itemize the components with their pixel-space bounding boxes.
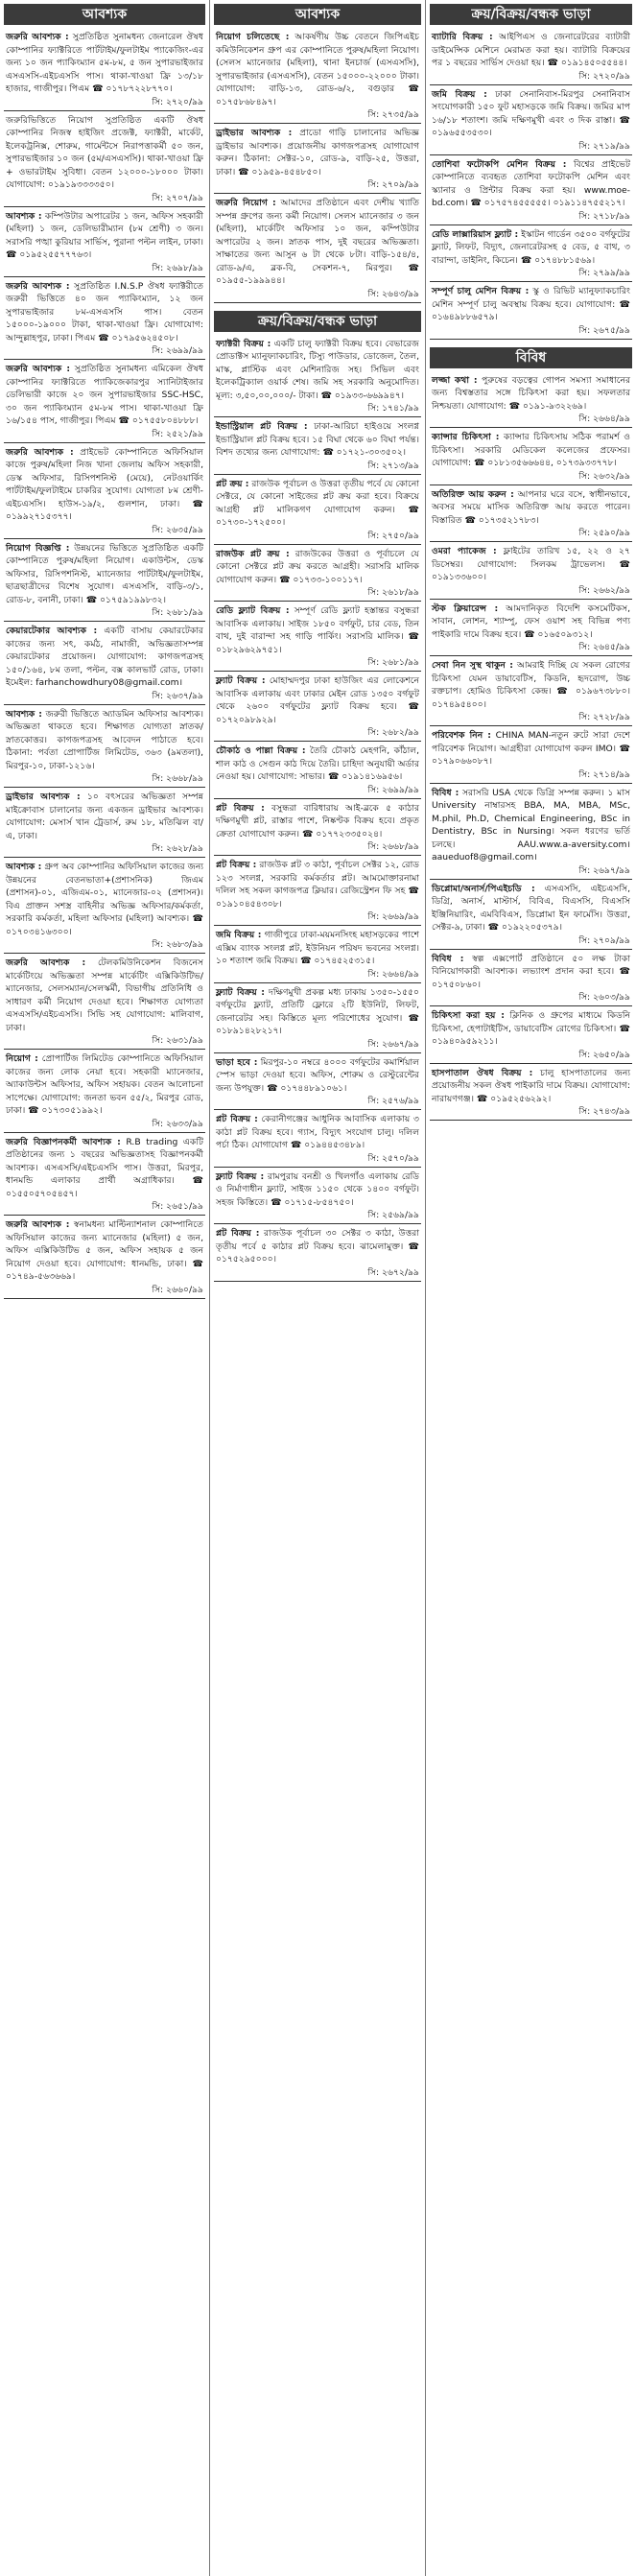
ad-divider — [4, 1049, 205, 1050]
ad-divider — [214, 925, 421, 926]
ad-divider — [4, 1298, 205, 1299]
ad-text: প্লট বিক্রয় : কেরানীগঞ্জের আধুনিক আবাসিক এলাকায় ৩ কাঠা প্লট বিক্রয় হবে। গ্যাস, বিদ্যুৎ সংযোগ চালু। দলিল পর্চা ঠিক। যোগাযোগ ☎ ০১৯৪৪৫৩৪৮৯। — [216, 1114, 419, 1150]
ad-code: সি: ২৭৪৩/৯৯ — [578, 1106, 630, 1117]
ad-text: আবশ্যক : গ্রুপ অব কোম্পানির অফিসিয়াল কাজের জন্য উন্নয়নের বেতনভাতা+(প্রশাসনিক) জিএম (প্রশাসন)-০১, এজিএম-০১, ম্যানেজার-০২ (প্রশাসন)। বিএ প্রাক্তন সশস্ত্র বাহিনীর অভিজ্ঞ অফিসার/কর্মকর্তা, সরকারি কর্মকর্তা, মহিলা অফিসার (মহিলা) আবশ্যক। ☎ ০১৭০৩৪১৬৩০০। — [6, 862, 203, 937]
ad-code: সি: ২৬৮৩/৯৯ — [152, 939, 203, 950]
ad-code: সি: ২৬৬৯/৯৯ — [367, 911, 419, 922]
ad-text: নিয়োগ বিজ্ঞপ্তি : উন্নয়নের ভিত্তিতে সুপ্রতিষ্ঠিত একটি কোম্পানিতে পুরুষ/মহিলা নিয়োগ। একাউন্টস, ডেস্ক অফিসার, রিসিপশনিস্ট, ম্যানেজার পার্টটাইম/ফুলটাইম, ছাত্রছাত্রীদের বিশেষ সুযোগ। এসএসসি, বাড়ি-৩/১, রোড-৮, বনানী, ঢাকা। ☎ ০১৭৫৯১৯৯৮৩২। — [6, 542, 203, 605]
ad-divider — [214, 671, 421, 672]
ad-text: ড্রাইভার আবশ্যক : প্রাডো গাড়ি চালানোর অভিজ্ঞ ড্রাইভার আবশ্যক। প্রয়োজনীয় কাগজপত্রসহ যোগাযোগ করুন। ঠিকানা: সেক্টর-১০, রোড-৯, বাড়ি-২৫, উত্তরা, ঢাকা। ☎ ০১৯৫৯-৪৫৪৮৫০। — [216, 128, 419, 177]
ad-divider — [4, 857, 205, 858]
classified-ad — [4, 791, 205, 858]
ad-code: সি: ২৭০৯/৯৯ — [367, 179, 419, 190]
ad-divider — [214, 601, 421, 602]
ad-text: প্লট ক্রয় : রাজউক পূর্বাচল ও উত্তরা তৃতীয় পর্বে যে কোনো সেক্টরে, যে কোনো সাইজের প্লট ক্রয় করা হবে। বিক্রয়ে আগ্রহী প্লট মালিকগণ যোগাযোগ করুন। ☎ ০১৭৩০-১৭২৫০০। — [216, 478, 419, 528]
section-header: ক্রয়/বিক্রয়/বন্ধক ভাড়া — [430, 4, 632, 25]
ad-text: ব্যাটারি বিক্রয় : আইপিএস ও জেনারেটরের ব্যাটারী ডাইমেন্সিক মেশিনে মেরামত করা হয়। ব্যাটারি বিক্রয়ের পর ১ বছরের সার্ভিস দেওয়া হয়। ☎ ০১৯১৪৫০৫৫৪৪। — [432, 32, 630, 68]
classified-ad — [214, 127, 421, 194]
ad-divider — [430, 655, 632, 656]
classified-ad — [430, 431, 632, 485]
classified-ad — [214, 674, 421, 742]
classified-ad — [430, 953, 632, 1007]
ad-divider — [430, 541, 632, 542]
ad-code: সি: ২৭০৯/৯৯ — [578, 934, 630, 946]
ad-text: আবশ্যক : জরুরী ভিত্তিতে অ্যাডমিন অফিসার আবশ্যক। অভিজ্ঞতা থাকতে হবে। শিক্ষাগত যোগ্যতা স্নাতক/স্নাতকোত্তর। কাগজপত্রসহ আবেদন পাঠাতে হবে। ঠিকানা: পর্বতা প্রোপার্টিজ লিমিটেড, ৩৬৩ (৯মতলা), মিরপুর-১০, ঢাকা-১২১৬। — [6, 708, 203, 771]
ad-divider — [4, 359, 205, 360]
ad-code: সি: ২৭১৮/৯৯ — [578, 210, 630, 222]
classified-ad — [214, 744, 421, 799]
classified-ad — [430, 31, 632, 85]
ad-code: সি: ২৬৯৭/৯৯ — [578, 864, 630, 876]
ad-code: সি: ২৬৬৮/৯৯ — [367, 841, 419, 852]
classified-ad — [4, 1136, 205, 1217]
ad-divider — [214, 474, 421, 475]
ad-divider — [214, 1052, 421, 1053]
ad-code: সি: ২৭১৯/৯৯ — [578, 140, 630, 152]
section-header: বিবিধ — [430, 347, 632, 368]
ad-code: সি: ২৬৩৫/৯৯ — [152, 524, 203, 535]
ad-divider — [430, 84, 632, 85]
ad-code: সি: ২৭১৩/৯৯ — [367, 460, 419, 471]
ad-divider — [4, 538, 205, 539]
ad-divider — [430, 1120, 632, 1121]
ad-divider — [214, 1281, 421, 1282]
ad-code: সি: ২৭১৪/৯৯ — [578, 768, 630, 780]
ad-divider — [430, 1005, 632, 1006]
column-2 — [214, 0, 421, 1285]
classified-ad — [4, 861, 205, 954]
classified-ad — [4, 210, 205, 277]
ad-text: রেডি ফ্ল্যাট বিক্রয় : সম্পূর্ণ রেডি ফ্ল্যাট হস্তান্তর বসুন্ধরা আবাসিক এলাকায়। সাইজ ১৮৫০ বর্গফুট, চার বেড, তিন বাথ, দুই বারান্দা সহ গাড়ি পার্কিং। সরাসরি মালিক। ☎ ০১৮২৯৬২৯৭৫১। — [216, 605, 419, 655]
ad-code: সি: ২৬৮২/৯৯ — [367, 727, 419, 738]
classified-ad — [4, 31, 205, 111]
classified-ad — [430, 603, 632, 657]
classified-ad — [214, 1170, 421, 1225]
ad-text: হাসপাতাল ঔষধ বিক্রয় : চালু হাসপাতালের জন্য প্রয়োজনীয় সকল ঔষধ পাইকারি দামে বিক্রয়। যোগাযোগ: নারায়ণগঞ্জ। ☎ ০১৯৫২৫৬২৯২। — [432, 1067, 630, 1104]
ad-text: ফ্যাক্টরী বিক্রয় : একটি চালু ফ্যাক্টরী বিক্রয় হবে। বেভারেজ প্রোডাক্টস ম্যানুফ্যাকচারিং, টিস্যু পাউডার, ডোজেল, তৈল, মাস্ক, প্লাস্টিক এবং মেশিনারিজ সহ। সিভিল এবং ইলেকট্রিক্যাল ওয়ার্ক শেষ। জমি সহ সরকারি অনুমোদিত। মূল্য: ৩,৫০,০০,০০০/- টাকা। ☎ ০১৯৩৩-৬৬৯৯৪৭। — [216, 338, 419, 401]
classified-ad — [214, 1056, 421, 1111]
column-3 — [430, 0, 632, 1123]
ad-text: জরুরি আবশ্যক : প্রাইভেট কোম্পানিতে অফিসিয়াল কাজে পুরুষ/মহিলা নিজ খানা জেলায় অফিস সহকারী, ডেস্ক অফিসার, রিসিপশনিস্ট (মেয়ে), নেটওয়ার্কিং পার্টটাইম/ফুলটাইমে চাকরির সুযোগ। যোগ্যতা ৮ম শ্রেণী-এইচএসসি। হাউস-১৯/২, গুলশান, ঢাকা। ☎ ০১৯৯২৭১৫৩৭৭। — [6, 446, 203, 522]
ad-text: অতিরিক্ত আয় করুন : আপনার ঘরে বসে, স্বাধীনভাবে, অবসর সময়ে মাসিক অতিরিক্ত আয় করতে পারেন। বিস্তারিত ☎ ০১৭৩৫২১৭৮৩। — [432, 488, 630, 526]
ad-divider — [214, 544, 421, 545]
ad-code: সি: ২৬৩১/৯৯ — [152, 1035, 203, 1046]
classified-ad — [4, 1218, 205, 1299]
classified-ad — [214, 604, 421, 672]
ad-text: প্লট বিক্রয় : রাজউক পূর্বাচল ৩০ সেক্টর ৩ কাঠা, উত্তরা তৃতীয় পর্বে ৫ কাঠার প্লট বিক্রয় হবে। ঝামেলামুক্ত। ☎ ০১৭৫২৯৫০০০। — [216, 1228, 419, 1264]
ad-divider — [430, 599, 632, 600]
ad-divider — [4, 787, 205, 788]
classified-ad — [4, 280, 205, 361]
ad-code: সি: ২৭৩৫/৯৯ — [367, 109, 419, 120]
ad-text: প্লট বিক্রয় : রাজউক প্লট ৩ কাঠা, পূর্বাচল সেক্টর ১২, রোড ১২৩ সংলগ্ন, সরকারি কর্মকর্তার প্লট। আমমোক্তারনামা দলিল সহ সকল কাগজপত্র ক্লিয়ার। রেজিস্ট্রেশন ফি সহ ☎ ০১৯১০৪৫৪৩০৮। — [216, 860, 419, 910]
ad-text: নিয়োগ : প্রোপার্টিজ লিমিটেড কোম্পানিতে অফিসিয়াল কাজের জন্য লোক নেয়া হবে। সহকারী ম্যানেজার, অ্যাকাউন্টস অফিসার, অফিস সহায়ক। বেতন আলোচনা সাপেক্ষে। যোগাযোগ: জনতা ভবন ৫৫/২, মিরপুর রোড, ঢাকা। ☎ ০১৭৩০৫১৯৯২। — [6, 1053, 203, 1116]
ad-code: সি: ২৭০৭/৯৯ — [152, 192, 203, 203]
ad-text: ফ্ল্যাট বিক্রয় : দক্ষিণমুখী প্রকল্প মধ্য ঢাকায় ১৩৫০-১৫৫০ বর্গফুটের ফ্ল্যাট, প্রতিটি ফ্লোরে ২টি ইউনিট, লিফট, জেনারেটর সহ। কিস্তিতে মূল্য পরিশোধের সুযোগ। ☎ ০১৮৯১৪২৮২১৭। — [216, 986, 419, 1036]
ad-code: সি: ২৬৬২/৯৯ — [578, 584, 630, 596]
classified-ad — [214, 929, 421, 983]
ad-divider — [430, 281, 632, 282]
classified-ad — [430, 787, 632, 880]
column-rule-1 — [209, 0, 210, 2576]
ad-list — [430, 374, 632, 1122]
classified-ad — [214, 859, 421, 926]
ad-text: জরুরি আবশ্যক : স্বনামধন্য মাল্টিন্যাশনাল কোম্পানিতে অফিসিয়াল কাজের জন্য ম্যানেজার (মহিলা) ৫ জন, অফিস এক্সিকিউটিভ ৫ জন, অফিস সহায়ক ৫ জন নিয়োগ দেওয়া হবে। যোগাযোগ: ধানমন্ডি, ঢাকা। ☎ ০১৭৪৯-৫৬৩৬৬৯। — [6, 1219, 203, 1282]
classified-ad — [214, 986, 421, 1053]
ad-code: সি: ২৬৯৮/৯৯ — [152, 262, 203, 273]
column-1 — [4, 0, 205, 1302]
ad-code: সি: ১৭৪১/৯৯ — [367, 403, 419, 414]
ad-text: প্লট বিক্রয় : বসুন্ধরা বারিধারায় আই-ব্লকে ৫ কাঠার দক্ষিণমুখী প্লট, রাস্তার পাশে, নিষ্কণ্টক বিক্রয় হবে। প্রকৃত ক্রেতা যোগাযোগ করুন। ☎ ০১৭৭২৩৩৫০২৪। — [216, 802, 420, 839]
ad-list — [4, 31, 205, 1299]
ad-code: সি: ২৬৮১/৯৯ — [152, 607, 203, 618]
ad-divider — [214, 855, 421, 856]
ad-divider — [214, 416, 421, 417]
classified-ad — [430, 158, 632, 225]
ad-divider — [430, 427, 632, 428]
ad-divider — [214, 302, 421, 303]
classified-ad — [4, 114, 205, 207]
ad-text: জরুরি নিয়োগ : আমাদের প্রতিষ্ঠানে এবং দেশীয় খ্যাতি সম্পন্ন গ্রুপের জন্য কর্মী নিয়োগ। সেলস ম্যানেজার ৩ জন (মহিলা), মার্কেটিং অফিসার ১০ জন, কম্পিউটার অপারেটর ২ জন। স্নাতক পাস, দুই বছরের অভিজ্ঞতা। সাক্ষাতের জন্য আসুন ৬ টা থেকে ৮টা। বাড়ি-১৫৪/৪, রোড-৯/এ, ব্লক-বি, সেকশন-৭, মিরপুর। ☎ ০১৯৫৫-১৯৯৯৪৪। — [216, 198, 419, 286]
ad-code: সি: ২৬৬৮/৯৯ — [152, 773, 203, 784]
ad-text: সেবা নিন সুস্থ থাকুন : আমরাই দিচ্ছি যে সকল রোগের চিকিৎসা যেমন ডায়াবেটিস, কিডনি, হৃদরোগ, উচ্চ রক্তচাপ। হোমিও চিকিৎসা কেন্দ্র। ☎ ০১৯৬৭৩৮৮০। ০১৭৪৯৫৪০০। — [432, 660, 630, 710]
ad-code: সি: ২৬৪৫/৯৯ — [578, 642, 630, 652]
section-header: আবশ্যক — [214, 4, 421, 25]
ad-text: চৌকাঠ ও পাল্লা বিক্রয় : তৈরি চৌকাঠ মেহগনি, কাঁঠাল, শাল কাঠ ও সেগুন কাঠ দিয়ে তৈরি। চাহিদা অনুযায়ী অর্ডার নেওয়া হয়। যোগাযোগ: সাভার। ☎ ০১৯১৪১৬৯৫৬। — [216, 745, 420, 782]
ad-text: জমি বিক্রয় : ঢাকা সেনানিবাস-মিরপুর সেনানিবাস সংযোগকারী ১৫০ ফুট মহাসড়কে জমি বিক্রয়। জমির মাপ ১৬/১৮ শতাংশ। জমি দক্ষিণমুখী এবং ৩ দিক রাস্তা। ☎ ০১৯৬৫৫৩৫৩০। — [432, 88, 630, 138]
ad-text: জরুরি আবশ্যক : সুপ্রতিষ্ঠিত সুনামধন্য জেনারেল ঔষধ কোম্পানির ফ্যাক্টরিতে পার্টটাইম/ফুলটাইম প্যাকেজিং-এর জন্য ১০ জন প্যাকিংম্যান ৫ম-৮ম, ৫ জন সুপারভাইজার এসএসসি-এইচএসসি পাস। থাকা-খাওয়া ফ্রি ১৩/১৮ হাজার, গাজীপুর। পিএম ☎ ০১৭৮৭২২৮৭৭০। — [6, 32, 203, 94]
ad-text: ভাড়া হবে : মিরপুর-১০ নম্বরে ৪০০০ বর্গফুটের কমার্শিয়াল স্পেস ভাড়া দেওয়া হবে। অফিস, শোরুম ও রেস্টুরেন্টের জন্য উপযুক্ত। ☎ ০১৭৪৪৮৯১০৬১। — [216, 1056, 420, 1094]
ad-divider — [214, 982, 421, 983]
ad-list — [430, 31, 632, 340]
ad-text: ডিপ্লোমা/অনার্স/পিএইচডি : এসএসসি, এইচএসসি, ডিগ্রি, অনার্স, মাস্টার্স, বিবিএ, বিএসসি, বিএসসি ইঞ্জিনিয়ারিং, এমবিবিএস, ডিপ্লোমা ইন ফার্মেসি। উত্তরা, সেক্টর-৯, ঢাকা। ☎ ০১৯২২০৫৩৭৯। — [432, 883, 630, 933]
ad-code: সি: ২৭২৮/৯৯ — [578, 712, 630, 722]
ad-code: সি: ২৬৯৯/৯৯ — [367, 784, 419, 795]
ad-text: সম্পূর্ণ চালু মেশিন বিক্রয় : স্কু ও রিভিট ম্যানুফ্যাকচারিং মেশিন সম্পূর্ণ চালু অবস্থায় বিক্রয় হবে। যোগাযোগ: ☎ ০১৬৪৯৮৮৬৫৭৯। — [432, 286, 631, 322]
ad-code: সি: ২৭৫০/৯৯ — [367, 530, 419, 541]
ad-code: সি: ২৭২০/৯৯ — [152, 96, 203, 107]
ad-text: ওমরা প্যাকেজ : ফ্লাইটের তারিখ ১৫, ২২ ও ২৭ ডিসেম্বর। যোগাযোগ: সিলকম ট্রাভেলস। ☎ ০১৯১৩৩৬০০। — [432, 546, 630, 582]
ad-code: সি: ২৬২৮/৯৯ — [152, 843, 203, 854]
classified-ad — [214, 197, 421, 303]
ad-text: ড্রাইভার আবশ্যক : ১০ বৎসরের অভিজ্ঞতা সম্পন্ন মাইক্রোবাস চালানোর জন্য একজন ড্রাইভার আবশ্যক। যোগাযোগ: মেসার্স খান ট্রেডার্স, রুম ১৮, মতিঝিল বা/এ, ঢাকা। — [6, 792, 203, 841]
ad-code: সি: ২৬৭৫/৯৯ — [578, 324, 630, 336]
ad-text: বিবিধ : স্বল্প এক্সপোর্ট প্রতিষ্ঠানে ৫০ লক্ষ টাকা বিনিয়োগকারী আবশ্যক। লভ্যাংশ প্রদান করা হবে। ☎ ০১৭৫০৮৬০। — [432, 953, 630, 990]
ad-text: জরুরি আবশ্যক : টেলকমিউনিকেশন বিজনেস মার্কেটিংয়ে অভিজ্ঞতা সম্পন্ন মার্কেটিং এক্সিকিউটিভ/ম্যানেজার, সেলসম্যান/সেলস্কর্মী, বিভাগীয় প্রতিনিধি ও সাধারণ কর্মী নিয়োগ দেওয়া হবে। শিক্ষাগত যোগ্যতা এসএসসি/এইচএসসি। সিভি সহ যোগাযোগ: মালিবাগ, ঢাকা। — [6, 957, 203, 1033]
ad-text: কেয়ারটেকার আবশ্যক : একটি বাসায় কেয়ারটেকার কাজের জন্য সৎ, কর্মঠ, নামাজী, অভিজ্ঞতাসম্পন্ন কেয়ারটেকার প্রয়োজন। যোগাযোগ: কাগজপত্রসহ ১৫০/১৬৪, ৮ম তলা, পল্টন, বক্স কালভার্ট রোড, ঢাকা। ইমেইল: farhanchowdhury08@gmail.com। — [6, 626, 203, 688]
classified-ad — [430, 374, 632, 429]
classified-ad — [214, 31, 421, 124]
ad-code: সি: ২৬৩৩/৯৯ — [152, 1118, 203, 1129]
classified-ad — [430, 883, 632, 950]
ad-text: ইন্ডাস্ট্রিয়াল প্লট বিক্রয় : ঢাকা-আরিচা হাইওয়ে সংলগ্ন ইন্ডাস্ট্রিয়াল প্লট বিক্রয় হবে। ১৫ বিঘা থেকে ৬০ বিঘা পর্যন্ত। বিশদ তথ্যের জন্য যোগাযোগ: ☎ ০১৭২১-৩০৩৫০২। — [216, 421, 419, 458]
ad-code: সি: ২৬৩২/৯৯ — [578, 470, 630, 482]
ad-code: সি: ২৬৬৪/৯৯ — [367, 968, 419, 980]
classified-ad — [214, 478, 421, 545]
ad-divider — [214, 741, 421, 742]
ad-divider — [430, 879, 632, 880]
ad-divider — [4, 206, 205, 207]
ad-divider — [214, 193, 421, 194]
ad-text: তোশিবা ফটোকপি মেশিন বিক্রয় : বিশ্বের প্রাইভেট কোম্পানিতে ব্যবহৃত তোশিবা ফটোকপি মেশিন এবং স্ক্যানার ও প্রিন্টার বিক্রয় করা হয়। www.moe-bd.com। ☎ ০১৭৫৭৪৫৫৫৫৫। ০১৯১১৪৭৫৫২১৭। — [432, 158, 631, 208]
ad-code: সি: ২৬৬০/৯৯ — [152, 1284, 203, 1295]
ad-text: রাজউক প্লট ক্রয় : রাজউকের উত্তরা ও পূর্বাচলে যে কোনো সেক্টরে প্লট ক্রয় করতে আগ্রহী। সরাসরি মালিক যোগাযোগ করুন। ☎ ০১৭৩৩-১০০১১৭। — [216, 548, 419, 585]
ad-divider — [4, 621, 205, 622]
ad-text: ফ্ল্যাট বিক্রয় : মোহাম্মদপুর ঢাকা হাউজিং এর লোকেশনে আবাসিক এলাকায় এবং ঢাকার মেইন রোড ১৩৫০ বর্গফুট থেকে ২৬০০ বর্গফুটের ফ্ল্যাট বিক্রয় হবে। ☎ ০১৭২০৯৮৯২৯। — [216, 675, 419, 725]
ad-divider — [430, 339, 632, 340]
classified-ad — [4, 625, 205, 705]
classified-ad — [4, 1052, 205, 1133]
ad-divider — [4, 704, 205, 705]
classified-ad — [430, 488, 632, 543]
ad-text: ক্যান্সার চিকিৎসা : ক্যান্সার চিকিৎসায় সঠিক পরামর্শ ও চিকিৎসা। সরকারি মেডিকেল কলেজের প্রফেসর। যোগাযোগ: ☎ ০১৮১৩৫৬৬৬৪৪, ০১৭৩৯৩৩৭৭৮। — [432, 432, 630, 468]
ad-code: সি: ২৬৭২/৯৯ — [367, 1266, 419, 1278]
ad-code: সি: ২৬৯৯/৯৯ — [152, 345, 203, 356]
classified-ad — [214, 420, 421, 475]
ad-divider — [430, 783, 632, 784]
ad-code: সি: ২৫৭০/৯৯ — [367, 1152, 419, 1164]
ad-code: সি: ২৫২১/৯৯ — [152, 428, 203, 439]
ad-divider — [214, 798, 421, 799]
ad-list — [214, 31, 421, 303]
ad-code: সি: ২৫৬৯/৯৯ — [367, 1210, 419, 1220]
classified-ad — [430, 285, 632, 340]
ad-divider — [4, 953, 205, 954]
ad-divider — [430, 1063, 632, 1064]
classified-ad — [430, 545, 632, 600]
classified-ad — [4, 363, 205, 443]
ad-text: জরুরি আবশ্যক : সুপ্রতিষ্ঠিত সুনামধন্য এমিকেল ঔষধ কোম্পানির ফ্যাক্টরিতে প্যাকিজেকারপুর স্যানিটাইজার ডেলিভারী কাজে ২০ জন সুপারভাইজার SSC-HSC, ৩০ জন প্যাকিংম্যান ৫ম-৮ম পাস। থাকা-খাওয়া ফ্রি ১৬/১৫৪ পাস, গাজীপুর। পিএম ☎ ০১৭৫৫৮০৪৮৮৮। — [6, 364, 203, 426]
classified-ad — [430, 1067, 632, 1122]
ad-code: সি: ২৫৭৬/৯৯ — [367, 1096, 419, 1106]
classified-ad — [214, 1113, 421, 1168]
ad-code: সি: ২৬১৮/৯৯ — [367, 587, 419, 598]
classified-ad — [214, 1227, 421, 1282]
ad-text: লজ্জা কথা : পুরুষের বড়ত্বের গোপন সমস্যা সমাধানের জন্য বিশ্বস্ততার সঙ্গে চিকিৎসা করা হয়। সফলতার নিশ্চয়তা। যোগাযোগ: ☎ ০১৯১-৯৩২২৬৯। — [432, 374, 631, 412]
ad-divider — [214, 1223, 421, 1224]
ad-divider — [430, 154, 632, 155]
ad-divider — [430, 949, 632, 950]
ad-text: আবশ্যক : কম্পিউটার অপারেটর ১ জন, অফিস সহকারী (মহিলা) ১ জন, ডেলিভারীম্যান (৮ম শ্রেণী) ৩ জন। সরাসরি পঙ্খা কুরিয়ার সার্ভিস, পুরানা পল্টন লাইন, ঢাকা। ☎ ০১৯৫২৫৫৭৭৭৬৩। — [6, 210, 203, 260]
ad-text: জরুরি বিজ্ঞাপনকর্মী আবশ্যক : R.B trading একটি প্রতিষ্ঠানের জন্য ১ বছরের অভিজ্ঞতাসহ বিজ্ঞাপনকর্মী আবশ্যক। এসএসসি/এইচএসসি পাস। উত্তরা, মিরপুর, ধানমন্ডি এলাকার প্রার্থী অগ্রাধিকার। ☎ ০১৫৫০৫৭০৫৪৫৭। — [6, 1136, 203, 1199]
ad-text: জরুরি আবশ্যক : সুপ্রতিষ্ঠিত I.N.S.P ঔষধ ফ্যাক্টরীতে জরুরী ভিত্তিতে ৪০ জন প্যাকিংম্যান, ১২ জন সুপারভাইজার ৮ম-এসএসসি পাস। বেতন ১৫০০০-১৯০০০ টাকা, থাকা-খাওয়া ফ্রি। যোগাযোগ: আন্দুল্লাহপুর, ঢাকা। পিএম ☎ ০১৭৯৫৬২৪৫০৮। — [6, 280, 203, 343]
classified-ad — [430, 88, 632, 155]
ad-divider — [4, 442, 205, 443]
classified-ad — [430, 228, 632, 283]
ad-divider — [4, 1132, 205, 1133]
ad-code: সি: ২৬৩৭/৯৯ — [152, 690, 203, 701]
classified-ad — [4, 542, 205, 623]
classified-ad — [214, 548, 421, 603]
column-rule-2 — [425, 0, 426, 2576]
ad-code: সি: ২৬৫১/৯৯ — [152, 1201, 203, 1212]
ad-text: জমি বিক্রয় : গাজীপুরে ঢাকা-ময়মনসিংহ মহাসড়কের পাশে এক্সিম ব্যাংক সংলগ্ন প্লট, ইউনিয়ন পরিষদ ভবনের সংলগ্ন। ১০ শতাংশ জমি বিক্রয়। ☎ ০১৭৪৫২৫৩১৫। — [216, 930, 420, 966]
ad-code: সি: ২৭২০/৯৯ — [578, 70, 630, 82]
ad-text: ফ্ল্যাট বিক্রয় : রামপুরায় বনশ্রী ও খিলগাঁও এলাকায় রেডি ও নির্মাণাধীন ফ্ল্যাট, সাইজ ১১৫০ থেকে ১৪০০ বর্গফুট। সহজ কিস্তিতে। ☎ ০১৭১৫-৮৫৪৭৫০। — [216, 1170, 419, 1208]
ad-divider — [4, 276, 205, 277]
classified-ad — [4, 957, 205, 1050]
ad-divider — [430, 725, 632, 726]
ad-text: পরিবেশক নিন : CHINA MAN-নতুন রুটে সারা দেশে পরিবেশক নিয়োগ। আগ্রহীরা যোগাযোগ করুন IMO। ☎ ০১৭৯০৬৬০৮৭। — [432, 730, 630, 767]
ad-divider — [430, 484, 632, 485]
section-header: আবশ্যক — [4, 4, 205, 25]
ad-code: সি: ২৬৫০/৯৯ — [578, 1049, 630, 1060]
ad-divider — [214, 1167, 421, 1168]
classified-ad — [430, 659, 632, 726]
ad-text: স্টক ক্লিয়ারেন্স : আমদানিকৃত বিদেশি কসমেটিকস, সাবান, লোশন, শ্যাম্পু, ফেস ওয়াশ সহ বিভিন্ন পণ্য পাইকারি দামে বিক্রয় হবে। ☎ ০১৬৫০৯৩১২। — [432, 603, 630, 640]
ad-text: চিকিৎসা করা হয় : ক্লিনিক ও গ্রুপের মাধ্যমে কিডনি চিকিৎসা, হেপাটাইটিস, ডায়াবেটিস রোগের চিকিৎসা। ☎ ০১৯৪০৯৫৯২১১। — [432, 1010, 630, 1047]
classified-ad — [4, 708, 205, 789]
ad-divider — [214, 123, 421, 124]
ad-divider — [214, 1109, 421, 1110]
ad-code: সি: ২৬৬৪/৯৯ — [578, 414, 630, 424]
ad-divider — [4, 1215, 205, 1216]
classified-ad — [430, 729, 632, 784]
ad-text: জরুরিভিত্তিতে নিয়োগ সুপ্রতিষ্ঠিত একটি ঔষধ কোম্পানির নিজস্ব হাইজিং প্রজেক্ট, ফ্যাক্টরী, মার্কেট, ইলেকট্রনিক্স, শোরুম, গার্মেন্টসে নিরাপত্তাকর্মী ৫০ জন, সুপারভাইজার ১০ জন (৫ম/এসএসসি)। থাকা-খাওয়া ফ্রি + ওভারটাইম সুবিধা। বেতন ১২০০০-১৮০০০ টাকা। যোগাযোগ: ০১৯১৯৩৩৩৩৫০। — [6, 114, 203, 190]
section-header: ক্রয়/বিক্রয়/বন্ধক ভাড়া — [214, 311, 421, 332]
classified-ad — [4, 446, 205, 539]
ad-code: সি: ২৫৯০/৯৯ — [578, 528, 630, 538]
ad-code: সি: ২৬০৩/৯৯ — [578, 992, 630, 1003]
ad-code: সি: ২৬৪৩/৯৯ — [367, 288, 419, 299]
ad-code: সি: ২৬৬৭/৯৯ — [367, 1038, 419, 1050]
ad-code: সি: ২৬৮১/৯৯ — [367, 657, 419, 668]
ad-text: বিবিধ : সরাসরি USA থেকে ডিগ্রি সম্পন্ন করুন। ১ মাস University নাম্বারসহ BBA, MA, MBA, MSc, M.phil, Ph.D, Chemical Engineering, BSc in Dentistry, BSc in Nursing। সকল ধরণের ভর্তি চলছে। AAU.www.a-aversity.com। aaueduof8@gmail.com। — [432, 787, 630, 863]
ad-divider — [4, 110, 205, 111]
classified-ad — [214, 338, 421, 418]
classified-ad — [214, 802, 421, 857]
ad-code: সি: ২৭৯৯/৯৯ — [578, 268, 630, 278]
classified-ad — [430, 1009, 632, 1064]
ad-text: নিয়োগ চলিতেছে : আকর্ষণীয় উচ্চ বেতনে জিপিএইচ কমিউনিকেশন গ্রুপ এর কোম্পানিতে পুরুষ/মহিলা নিয়োগ। (সেলস ম্যানেজার (মহিলা), থানা ইনচার্জ (এসএসসি), সুপারভাইজার (এসএসসি), বেতন ১৫০০০-২২০০০ টাকা। যোগাযোগ: বাড়ি-১৩, রোড-৬/২, বগুড়ার ☎ ০১৭৫৮৬৮৪৯৭। — [216, 32, 419, 107]
ad-list — [214, 338, 421, 1282]
ad-text: রেডি লাক্সারিয়াস ফ্ল্যাট : ইস্কাটন গার্ডেন ৩৫০০ বর্গফুটের ফ্ল্যাট, লিফট, বিদ্যুৎ, জেনারেটরসহ ৫ বেড, ৫ বাথ, ৩ বারান্দা, ডাইনিং, কিচেন। ☎ ০১৭৪৮৮১৫৬৯। — [432, 228, 630, 266]
